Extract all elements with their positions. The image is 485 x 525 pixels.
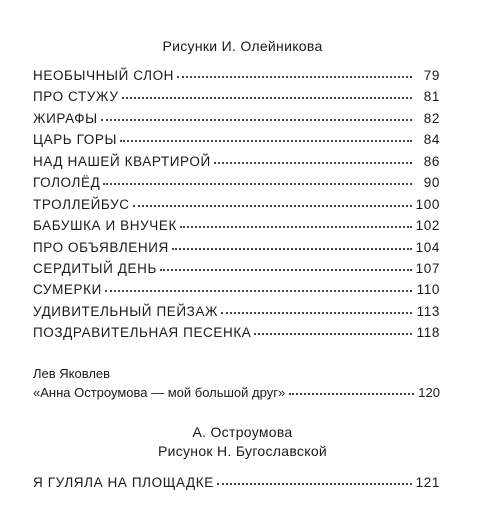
author-name: Лев Яковлев bbox=[33, 366, 111, 381]
entry-page-number: 113 bbox=[416, 303, 440, 319]
entry-page-number: 86 bbox=[423, 153, 440, 169]
entry-page-number: 79 bbox=[423, 68, 440, 83]
entry-page-number: 84 bbox=[423, 132, 440, 148]
dot-leader bbox=[217, 482, 412, 485]
entry-page-number: 82 bbox=[423, 110, 440, 126]
toc-entry[interactable] bbox=[33, 325, 440, 346]
toc-entry[interactable] bbox=[33, 132, 440, 153]
toc-entry[interactable] bbox=[33, 154, 440, 175]
entry-title: НЕОБЫЧНЫЙ СЛОН bbox=[33, 68, 175, 83]
entry-title: ТРОЛЛЕЙБУС bbox=[33, 196, 130, 212]
entry-title: ПОЗДРАВИТЕЛЬНАЯ ПЕСЕНКА bbox=[33, 325, 252, 341]
entry-page-number: 110 bbox=[416, 282, 440, 298]
dot-leader bbox=[133, 204, 412, 207]
dot-leader bbox=[101, 118, 412, 121]
dot-leader bbox=[221, 311, 412, 314]
entry-title: СУМЕРКИ bbox=[33, 282, 102, 298]
dot-leader bbox=[105, 289, 412, 292]
entry-title: СЕРДИТЫЙ ДЕНЬ bbox=[33, 260, 157, 276]
entry-page-number: 102 bbox=[415, 218, 440, 234]
author-name-centered: А. Остроумова bbox=[192, 424, 293, 440]
toc-entry[interactable] bbox=[33, 197, 440, 218]
dot-leader bbox=[120, 139, 412, 142]
dot-leader bbox=[180, 225, 412, 228]
entry-title: НАД НАШЕЙ КВАРТИРОЙ bbox=[33, 153, 211, 169]
toc-entry[interactable] bbox=[33, 261, 440, 282]
entry-page-number: 81 bbox=[423, 89, 440, 105]
toc-entry[interactable] bbox=[33, 68, 440, 89]
dot-leader bbox=[214, 161, 412, 164]
dot-leader bbox=[122, 96, 412, 99]
toc-entry[interactable] bbox=[33, 240, 440, 261]
toc-entry[interactable] bbox=[33, 475, 440, 490]
entry-page-number: 120 bbox=[418, 385, 440, 400]
entry-page-number: 100 bbox=[415, 196, 440, 212]
dot-leader bbox=[160, 268, 412, 271]
dot-leader bbox=[289, 392, 414, 395]
toc-entry[interactable] bbox=[33, 89, 440, 110]
toc-entry[interactable] bbox=[33, 304, 440, 325]
dot-leader bbox=[103, 182, 412, 185]
entry-title: УДИВИТЕЛЬНЫЙ ПЕЙЗАЖ bbox=[33, 303, 219, 319]
entry-title: ЦАРЬ ГОРЫ bbox=[33, 132, 118, 148]
entry-title: ПРО ОБЪЯВЛЕНИЯ bbox=[33, 239, 169, 255]
entry-page-number: 90 bbox=[423, 175, 440, 191]
dot-leader bbox=[172, 247, 412, 250]
entry-title: «Анна Остроумова — мой большой друг» bbox=[33, 385, 286, 400]
toc-entry[interactable] bbox=[33, 111, 440, 132]
entry-title: Я ГУЛЯЛА НА ПЛОЩАДКЕ bbox=[33, 475, 214, 490]
toc-entry[interactable] bbox=[33, 218, 440, 239]
dot-leader bbox=[177, 75, 412, 78]
toc-entry[interactable] bbox=[33, 385, 440, 400]
entry-title: БАБУШКА И ВНУЧЕК bbox=[33, 218, 177, 234]
entry-title: ЖИРАФЫ bbox=[33, 110, 98, 126]
entry-title: ГОЛОЛЁД bbox=[33, 175, 101, 191]
toc-entry[interactable] bbox=[33, 175, 440, 196]
illustrator-header: Рисунки И. Олейникова bbox=[162, 38, 323, 54]
entry-page-number: 118 bbox=[416, 325, 440, 341]
entry-page-number: 107 bbox=[415, 260, 440, 276]
illustrator-credit: Рисунок Н. Бугославской bbox=[157, 443, 328, 459]
contents-list bbox=[33, 68, 440, 347]
entry-page-number: 121 bbox=[415, 475, 440, 490]
entry-page-number: 104 bbox=[415, 239, 440, 255]
entry-title: ПРО СТУЖУ bbox=[33, 89, 119, 105]
dot-leader bbox=[254, 332, 412, 335]
toc-entry[interactable] bbox=[33, 282, 440, 303]
